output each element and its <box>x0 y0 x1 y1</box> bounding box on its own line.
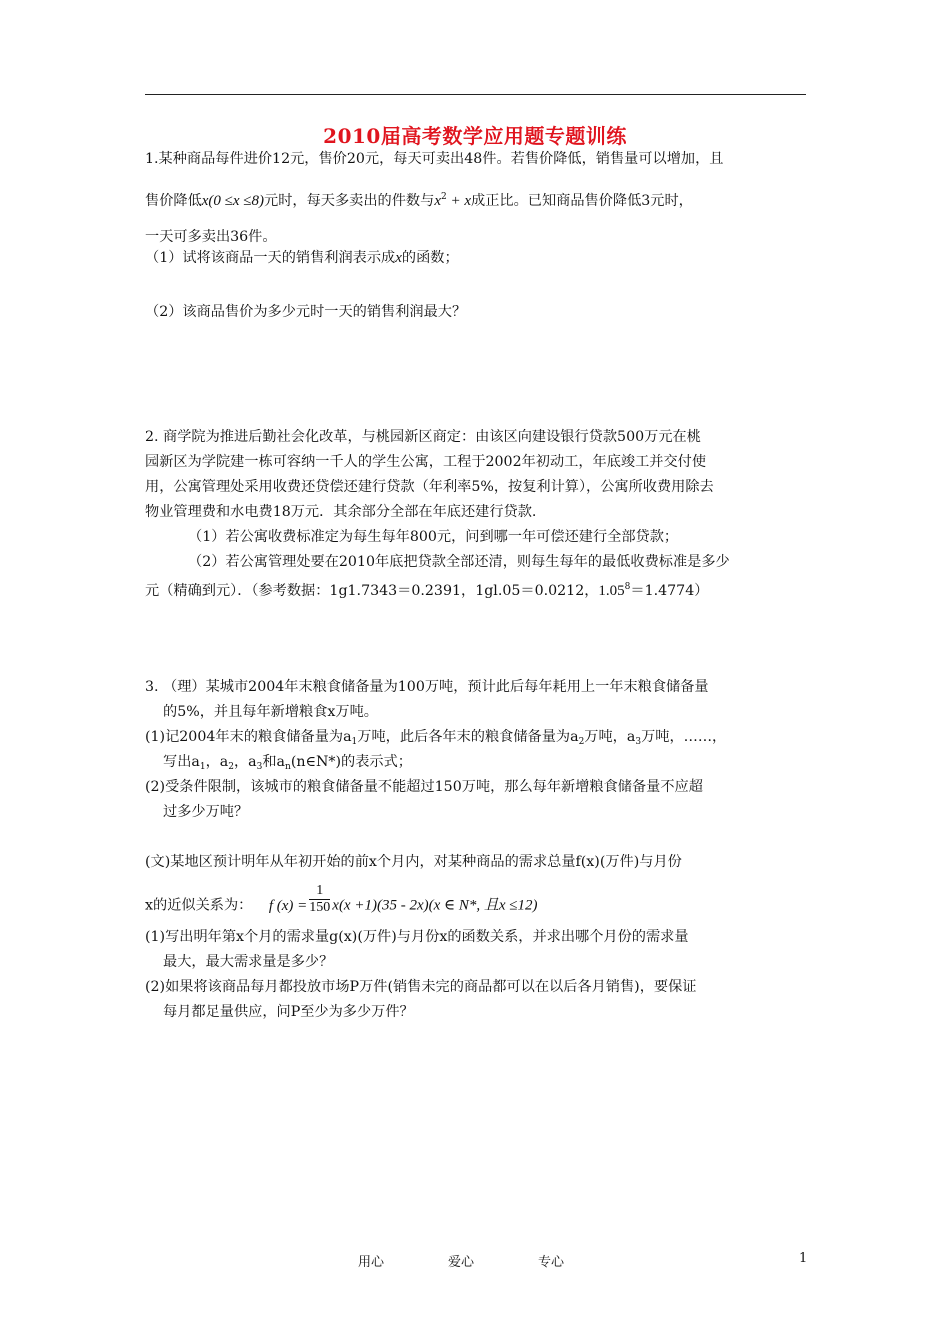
q4-part2-cont: 每月都足量供应，问P至少为多少万件？ <box>163 1004 414 1020</box>
q4-line1: (文)某地区预计明年从年初开始的前x个月内，对某种商品的需求总量f(x)(万件)与月份 <box>145 854 682 870</box>
q1-line2-text-b: 元时，每天多卖出的件数与 <box>264 193 435 209</box>
q2-power-exponent: 8 <box>624 582 631 592</box>
q3-part1-text-a: (1)记2004年末的粮食储备量为a <box>145 729 352 745</box>
q3-sub-3: 3 <box>635 737 642 747</box>
header-rule <box>145 94 806 95</box>
q2-power-result: ＝1.4774） <box>630 583 709 599</box>
footer-text-1: 用心 <box>358 1255 385 1270</box>
q4-formula-line <box>145 883 538 922</box>
q4-fraction <box>309 883 330 916</box>
q3-sub-1: 1 <box>351 737 358 747</box>
q1-part2: （2）该商品售价为多少元时一天的销售利润最大？ <box>145 304 467 320</box>
q2-line1: 2. 商学院为推进后勤社会化改革，与桃园新区商定：由该区向建设银行贷款500万元在桃 <box>145 429 701 445</box>
q3-part1-cont <box>163 753 412 776</box>
q3-line1: 3. （理）某城市2004年末粮食储备量为100万吨，预计此后每年耗用上一年末粮食储备量 <box>145 679 709 695</box>
q1-poly-x: x <box>434 193 441 209</box>
q1-part1-text-a: （1）试将该商品一天的销售利润表示成 <box>145 250 396 266</box>
q1-line2 <box>145 188 693 210</box>
q3-part1-text-b: 万吨，此后各年末的粮食储备量为a <box>357 729 579 745</box>
q3-sub-4: 1 <box>199 762 206 772</box>
q3-text-g: ，a <box>233 754 257 770</box>
q1-poly-plus-x: + x <box>446 193 471 209</box>
q3-part1 <box>145 728 726 751</box>
q4-expression: x(x +1)(35 - 2x)(x ∈ N*, 且x ≤12) <box>332 897 538 914</box>
q3-part1-text-d: 万吨，……， <box>641 729 727 745</box>
q2-line2: 园新区为学院建一栋可容纳一千人的学生公寓，工程于2002年初动工，年底竣工并交付使 <box>145 454 707 470</box>
q3-sub-5: 2 <box>228 762 234 772</box>
page-number: 1 <box>799 1251 808 1266</box>
q2-part2: （2）若公寓管理处要在2010年底把贷款全部还清，则每生每年的最低收费标准是多少 <box>188 554 730 570</box>
q4-part2: (2)如果将该商品每月都投放市场P万件(销售未完的商品都可以在以后各月销售)，要保证 <box>145 979 697 995</box>
q3-sub-6: 3 <box>256 762 263 772</box>
q3-text-h: 和a <box>262 754 286 770</box>
q4-line2-text: x的近似关系为： <box>145 897 253 914</box>
footer-text-3: 专心 <box>538 1255 565 1270</box>
q3-sub-7: n <box>285 762 291 772</box>
q2-part1: （1）若公寓收费标准定为每生每年800元，问到哪一年可偿还建行全部贷款； <box>188 529 679 545</box>
q1-line2-text-c: 成正比。已知商品售价降低3元时， <box>471 193 693 209</box>
q4-part1-cont: 最大，最大需求量是多少？ <box>163 954 334 970</box>
q3-part2-cont: 过多少万吨？ <box>163 804 249 820</box>
q4-fx: f (x) = <box>268 897 308 914</box>
q2-power-base: 1.05 <box>598 583 625 599</box>
q1-part1 <box>145 249 459 267</box>
q3-part1-text-c: 万吨，a <box>584 729 636 745</box>
q1-poly-exponent: 2 <box>440 192 447 202</box>
q2-line3: 用，公寓管理处采用收费还贷偿还建行贷款（年利率5%，按复利计算），公寓所收费用除去 <box>145 479 714 495</box>
q2-reference-data: 元（精确到元）．（参考数据：1g1.7343＝0.2391，1gl.05＝0.0212， <box>145 583 599 599</box>
q3-sub-2: 2 <box>578 737 585 747</box>
q1-line2-text-a: 售价降低 <box>145 193 202 209</box>
q2-part3 <box>145 578 708 600</box>
q4-fraction-denominator: 150 <box>309 900 331 915</box>
footer-text-2: 爱心 <box>448 1255 475 1270</box>
q3-text-e: 写出a <box>163 754 200 770</box>
q3-line2: 的5%，并且每年新增粮食x万吨。 <box>163 704 378 720</box>
q1-line1: 1.某种商品每件进价12元，售价20元，每天可卖出48件。若售价降低，销售量可以增加，且 <box>145 151 724 167</box>
q1-part1-x: x <box>395 250 402 266</box>
q1-line3: 一天可多卖出36件。 <box>145 229 277 245</box>
page-title: 2010届高考数学应用题专题训练 <box>323 124 627 148</box>
q4-fraction-numerator: 1 <box>309 883 330 900</box>
q2-line4: 物业管理费和水电费18万元．其余部分全部在年底还建行贷款. <box>145 504 537 520</box>
q3-text-i: (n∈N*)的表示式； <box>290 754 412 770</box>
q3-text-f: ，a <box>205 754 229 770</box>
q1-part1-text-b: 的函数； <box>401 250 459 266</box>
q1-range-math: x(0 ≤x ≤8) <box>201 193 265 209</box>
q4-part1: (1)写出明年第x个月的需求量g(x)(万件)与月份x的函数关系，并求出哪个月份的需求量 <box>145 929 689 945</box>
q3-part2: (2)受条件限制，该城市的粮食储备量不能超过150万吨，那么每年新增粮食储备量不应超 <box>145 779 703 795</box>
